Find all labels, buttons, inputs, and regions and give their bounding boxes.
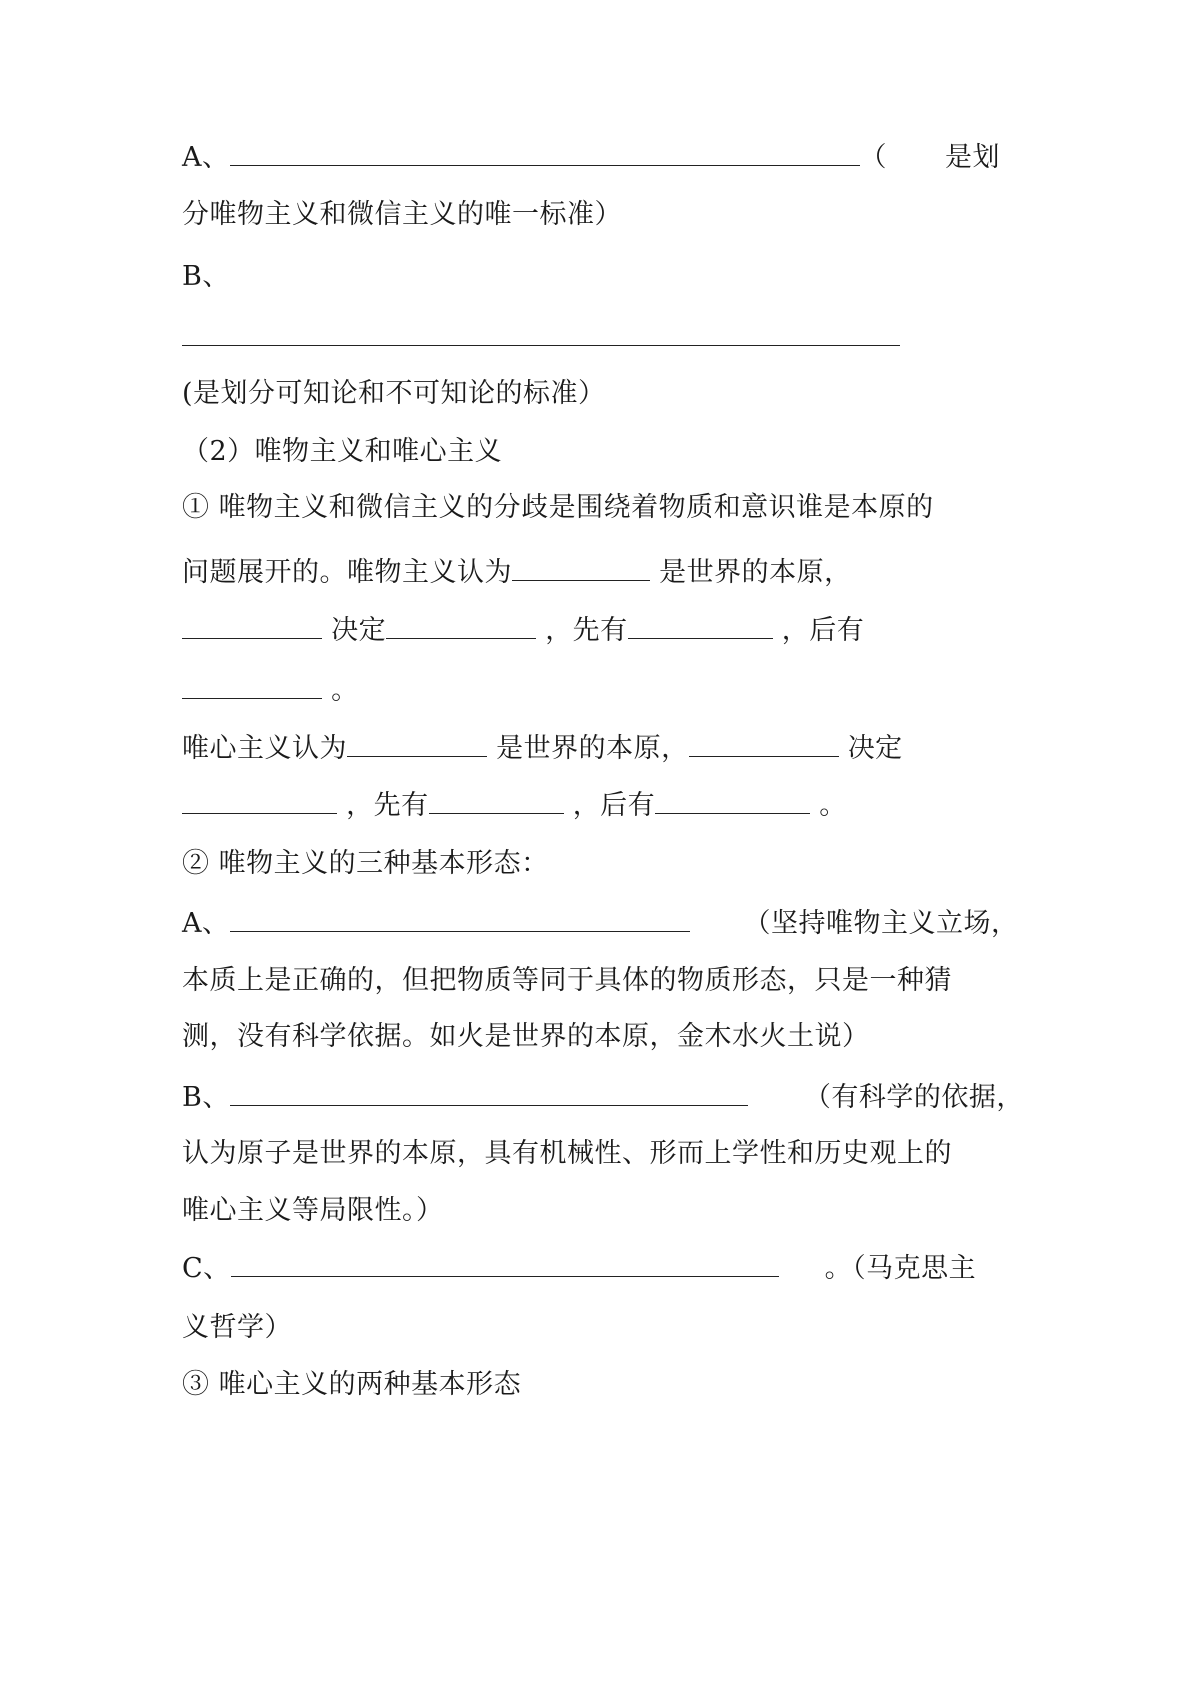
fill-blank[interactable] xyxy=(689,753,839,757)
text-line: 义哲学） xyxy=(182,1312,292,1343)
text-line: (是划分可知论和不可知论的标准） xyxy=(182,378,606,409)
text-line: 认为原子是世界的本原，具有机械性、形而上学性和历史观上的 xyxy=(182,1138,952,1169)
text-line: C、 。（马克思主 xyxy=(182,1253,977,1284)
section-heading: （2）唯物主义和唯心主义 xyxy=(182,436,503,467)
text-line: ① 唯物主义和微信主义的分歧是围绕着物质和意识谁是本原的 xyxy=(182,492,934,523)
text-line: ，先有 ，后有 。 xyxy=(182,788,847,824)
text-line: 分唯物主义和微信主义的唯一标准） xyxy=(182,199,622,230)
fill-blank[interactable] xyxy=(230,928,690,932)
fill-blank[interactable] xyxy=(512,577,650,581)
text-line: 本质上是正确的，但把物质等同于具体的物质形态，只是一种猜 xyxy=(182,965,952,996)
fill-blank[interactable] xyxy=(231,1273,779,1277)
fill-blank[interactable] xyxy=(347,753,487,757)
text-line: B、 xyxy=(182,261,230,292)
fill-blank[interactable] xyxy=(628,635,773,639)
text-line: B、 （有科学的依据， xyxy=(182,1082,1024,1113)
item-label: A、 xyxy=(182,142,230,173)
text-line: 。 xyxy=(182,673,359,709)
text-line: 决定 ，先有 ，后有 xyxy=(182,613,864,649)
fill-blank[interactable] xyxy=(429,810,564,814)
text-line: 问题展开的。唯物主义认为 是世界的本原， xyxy=(182,557,852,588)
fill-blank[interactable] xyxy=(230,1102,748,1106)
fill-blank[interactable] xyxy=(386,635,536,639)
text-line: 唯心主义等局限性。） xyxy=(182,1195,444,1226)
text-line: 测，没有科学依据。如火是世界的本原，金木水火土说） xyxy=(182,1021,870,1052)
text-line: ② 唯物主义的三种基本形态： xyxy=(182,848,549,879)
text-line: ③ 唯心主义的两种基本形态 xyxy=(182,1369,522,1400)
fill-blank[interactable] xyxy=(230,162,860,166)
fill-blank[interactable] xyxy=(182,342,900,346)
fill-blank[interactable] xyxy=(182,810,337,814)
text-line: A、 （坚持唯物主义立场， xyxy=(182,908,1019,939)
text-line xyxy=(182,320,900,356)
fill-blank[interactable] xyxy=(182,635,322,639)
text-line: 唯心主义认为 是世界的本原， 决定 xyxy=(182,733,903,764)
fill-blank[interactable] xyxy=(182,695,322,699)
fill-blank[interactable] xyxy=(655,810,810,814)
text-line: A、 （ 是划 xyxy=(182,142,1000,173)
